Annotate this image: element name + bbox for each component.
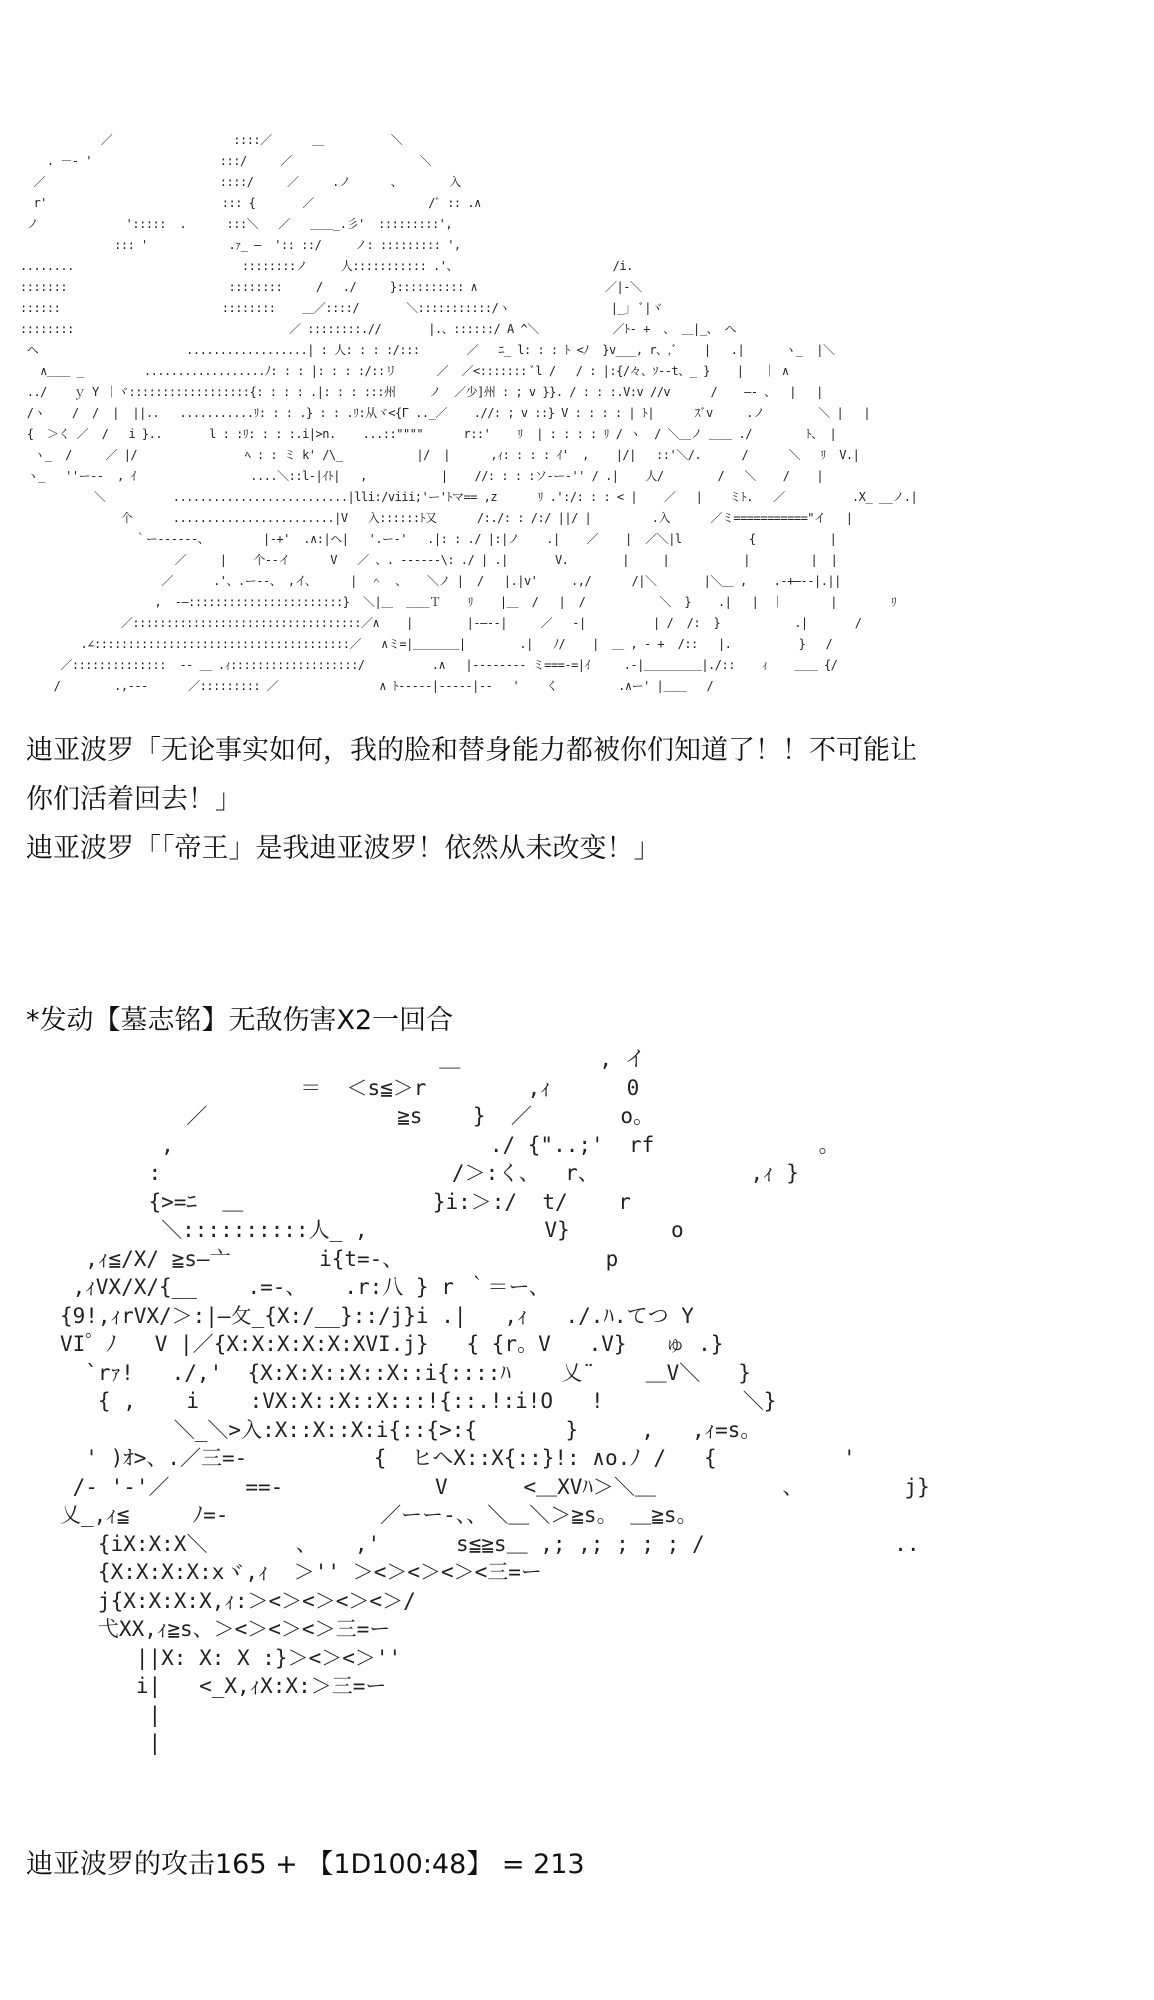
ascii-art-scene-lower: ＿ , イ ＝ ＜s≦＞r ,ｨ 0 ／ ≧s } ／ o。 , ./ {"..;' rf 。 : /＞:く、 r、 ,ｨ } {>=ﾆ ＿ }i:＞:/ t/ r ＼::::::::::人_ , V} o ,ｨ≦/X/ ≧s―亠 i{t=-、 p ,ｨVX/X/{__ .=-、 .r:八 } r ｀＝ー、 {9!,ｨrVX/＞:|―攵_{X:/__}::/j}i .| ,ｨ ./.ﾊ.てつ Y VI゜ﾉ V |／{X:X:X:X:X:XVI.j} { {r。V .V} ゅ .} `rｧ! ./,' {X:X:X::X::X::i{::::ﾊ 乂¨ ＿V＼ } { , i :VX:X::X::X:::!{::.!:i!O ! ＼} ＼_＼>入:X::X::X:i{::{>:{ } , ,ｨ=s。 ' )ｵ>、.／三=- { ヒヘX::X{::}!: ∧o.ﾉ / { ' /- '‐'／ ==- V <＿XVﾊ＞＼＿ 、 j} 乂_,ｨ≦ ﾉ=- ／ーー‐、、＼＿＼＞≧s。 ＿≧s。 {iX:X:X＼ 、 ,' s≦≧s＿ ,; ,; ; ; ; / .. {X:X:X:X:xヾ,ｨ ＞'' ＞<＞<＞<＞<三=ー j{X:X:X:X,ｨ:＞<＞<＞<＞<＞/ 弋XX,ｨ≧s、＞<＞<＞<＞三=ー ||X: X: X :}＞<＞<＞'' i| <_X,ｨX:X:＞三=ー | | <box>60 1047 930 1755</box>
dialogue-line-2: 迪亚波罗「「帝王」是我迪亚波罗！依然从未改变！」 <box>26 833 661 864</box>
attack-roll-line: 迪亚波罗的攻击165 + 【1D100:48】 = 213 <box>26 1849 585 1880</box>
dialogue-line-1: 迪亚波罗「无论事实如何，我的脸和替身能力都被你们知道了！！不可能让 <box>26 735 917 766</box>
dialogue-line-1-continued: 你们活着回去！」 <box>26 784 242 815</box>
ascii-art-scene-upper: ／ ::::／ ＿ ＼ . －‐ ' :::/ ／ ＼ ／ ::::/ ／ .ノ 、 入 r' ::: { ／ /ﾞ :: .∧ ノ '::::: . :::＼ ／ ＿＿_.彡' :::::::::', ::: ' .ｧ_ ― ':: ::/ ノ: ::::::::: ', ........ ::::::::ノ 人::::::::::: .'、 /i. ::::::: :::::::: / ./ }:::::::::: ∧ ／|‐＼ :::::: :::::::: ＿／::::/ ＼:::::::::::/ヽ |_」 ﾞ|ヾ :::::::: ／ ::::::::.// |.、::::::/ A ^＼ ／ﾄ‐ + 、 ＿|_、 へ へ ..................| : 人: : : :/::: ／ ﾆ_ l: : : ﾄ <ﾉ }v___, r、,ﾞ | .| ヽ_ |＼ ∧＿＿ _ ..................ﾉ: : : |: : : :/::リ ／ ／<::::::: ﾞl / / : |:{/々、ｿ‐‐t、_ } | ｜ ∧ ../ ｙ Y ｜ヾ::::::::::::::::::{: : : : .|: : : :::州 ノ ／少]州 : ; v }}. / : : :.V:v //v / ―- 、 | | /ヽ / / | ||.. ...........ﾘ: : : .} : : .ﾘ:从ヾ<{Γ .._／ .//: ; v ::} V : : : : | ﾄ| ｽﾞv .ノ ＼ | | { ＞く ／ / i }.. l : :ﾘ: : : :.i|>n. ...::"""" r::' ﾘ | : : : : ﾘ / ヽ / ＼＿ノ ＿＿ ./ ﾄ、 | ヽ_ / ／ |/ ﾍ : : ミ k' /\_ |/ | ,ｨ: : : : ｲ' , |/| ::'＼/. / ＼ ﾘ V.| ヽ_ ''ー‐‐ , ｲ ....＼::l-|ｲﾄ| , | //: : : :ソ‐ー‐'' / .| 人/ / ＼ / | ＼ ..........................|lli:/viii;'ー'ﾄマ== ,z ﾘ .':/: : : < | ／ | ミﾄ. ／ .X_ __ノ.| 个 ........................|V 入::::::ﾄ又 /:./: : /:/ ||/ | .入 ／ミ==========="イ | ｀ー‐‐‐‐‐‐、 |‐+' .∧:|ヘ| '.ー‐' .|: : ./ |:|ノ .| ／ | ／＼|l { | ／ | 个‐‐イ V ／ 、. ‐‐‐‐‐‐\: ./ | .| V. | | | | | ／ .'、.ー‐‐、 ,イ、 | ＾ 、 ＼ノ | / |.|v' .,/ /|＼ |＼＿ , .‐+―‐‐|.|| , ‐―:::::::::::::::::::::::} ＼|＿ ＿＿Ｔ ﾘ |＿ / | / ＼ } .| | ｜ | ﾘ ／::::::::::::::::::::::::::::::::::／∧ | |‐―‐‐| ／ ‐| | / /: } .| / .∠::::::::::::::::::::::::::::::::::::::／ ∧ミ=|＿＿＿＿| .| ﾉ/ | ＿ , ‐ + /:: |. } / ／:::::::::::::: ‐‐ ＿ .ｨ:::::::::::::::::::/ .∧ |‐‐‐‐‐‐‐‐ ミ===‐=|ｲ .‐|＿＿＿＿＿|./:: ｨ ＿＿ {/ / .,‐‐‐ ／::::::::: ／ ∧ ﾄ‐‐‐‐‐|‐‐‐‐‐|‐‐ ' く .∧ー' |＿＿ / <box>20 133 918 693</box>
effect-line: *发动【墓志铭】无敌伤害X2一回合 <box>26 1005 454 1036</box>
